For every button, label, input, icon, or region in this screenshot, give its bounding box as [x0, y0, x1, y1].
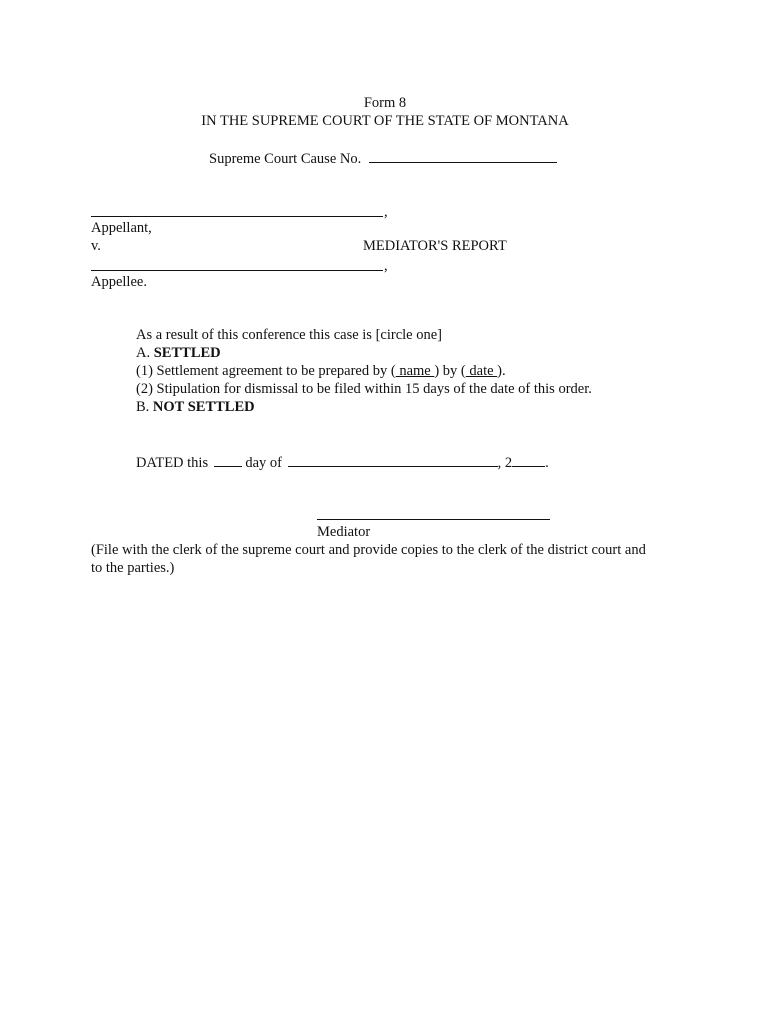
filing-instructions-line-1: (File with the clerk of the supreme court and provide copies to the clerk of the district court and [91, 542, 646, 558]
sub1-prefix: (1) Settlement agreement to be prepared by ( [136, 363, 396, 379]
option-b-not-settled[interactable] [136, 398, 255, 416]
sub1-name-placeholder[interactable]: name [395, 363, 435, 379]
year-field[interactable] [512, 452, 545, 467]
sub1-suffix: ). [497, 363, 506, 379]
day-field[interactable] [214, 452, 242, 467]
filing-instructions-line-2: to the parties.) [91, 560, 175, 576]
appellant-comma: , [384, 204, 388, 220]
dated-end: . [545, 455, 549, 471]
option-a-prefix: A. [136, 345, 151, 361]
option-a-label: SETTLED [153, 345, 221, 361]
appellee-name-field[interactable] [91, 270, 383, 271]
appellant-name-field[interactable] [91, 216, 383, 217]
appellee-comma: , [384, 258, 388, 274]
result-intro: As a result of this conference this case is [circle one] [136, 327, 442, 343]
option-b-label: NOT SETTLED [152, 399, 255, 415]
month-field[interactable] [288, 452, 498, 467]
court-title: IN THE SUPREME COURT OF THE STATE OF MONTANA [201, 113, 569, 129]
mediator-label: Mediator [317, 524, 371, 540]
option-b-prefix: B. [136, 399, 150, 415]
option-a-settled[interactable] [136, 344, 221, 362]
day-of-label: day of [245, 455, 282, 471]
appellee-label: Appellee. [91, 274, 147, 290]
report-title: MEDIATOR'S REPORT [363, 238, 507, 254]
cause-number-label: Supreme Court Cause No. [209, 151, 362, 167]
versus-label: v. [91, 238, 101, 254]
sub1-mid: ) by ( [434, 363, 466, 379]
cause-number-row [209, 148, 557, 168]
dated-row [136, 452, 549, 472]
year-separator: , 2 [497, 455, 513, 471]
cause-number-field[interactable] [369, 148, 557, 163]
settled-sub-item-2: (2) Stipulation for dismissal to be filed within 15 days of the date of this order. [136, 381, 592, 397]
sub1-date-placeholder[interactable]: date [465, 363, 498, 379]
dated-prefix: DATED this [136, 455, 209, 471]
mediator-signature-line[interactable] [317, 519, 550, 520]
settled-sub-item-1 [136, 362, 506, 380]
appellant-label: Appellant, [91, 220, 152, 236]
form-number: Form 8 [363, 95, 407, 111]
